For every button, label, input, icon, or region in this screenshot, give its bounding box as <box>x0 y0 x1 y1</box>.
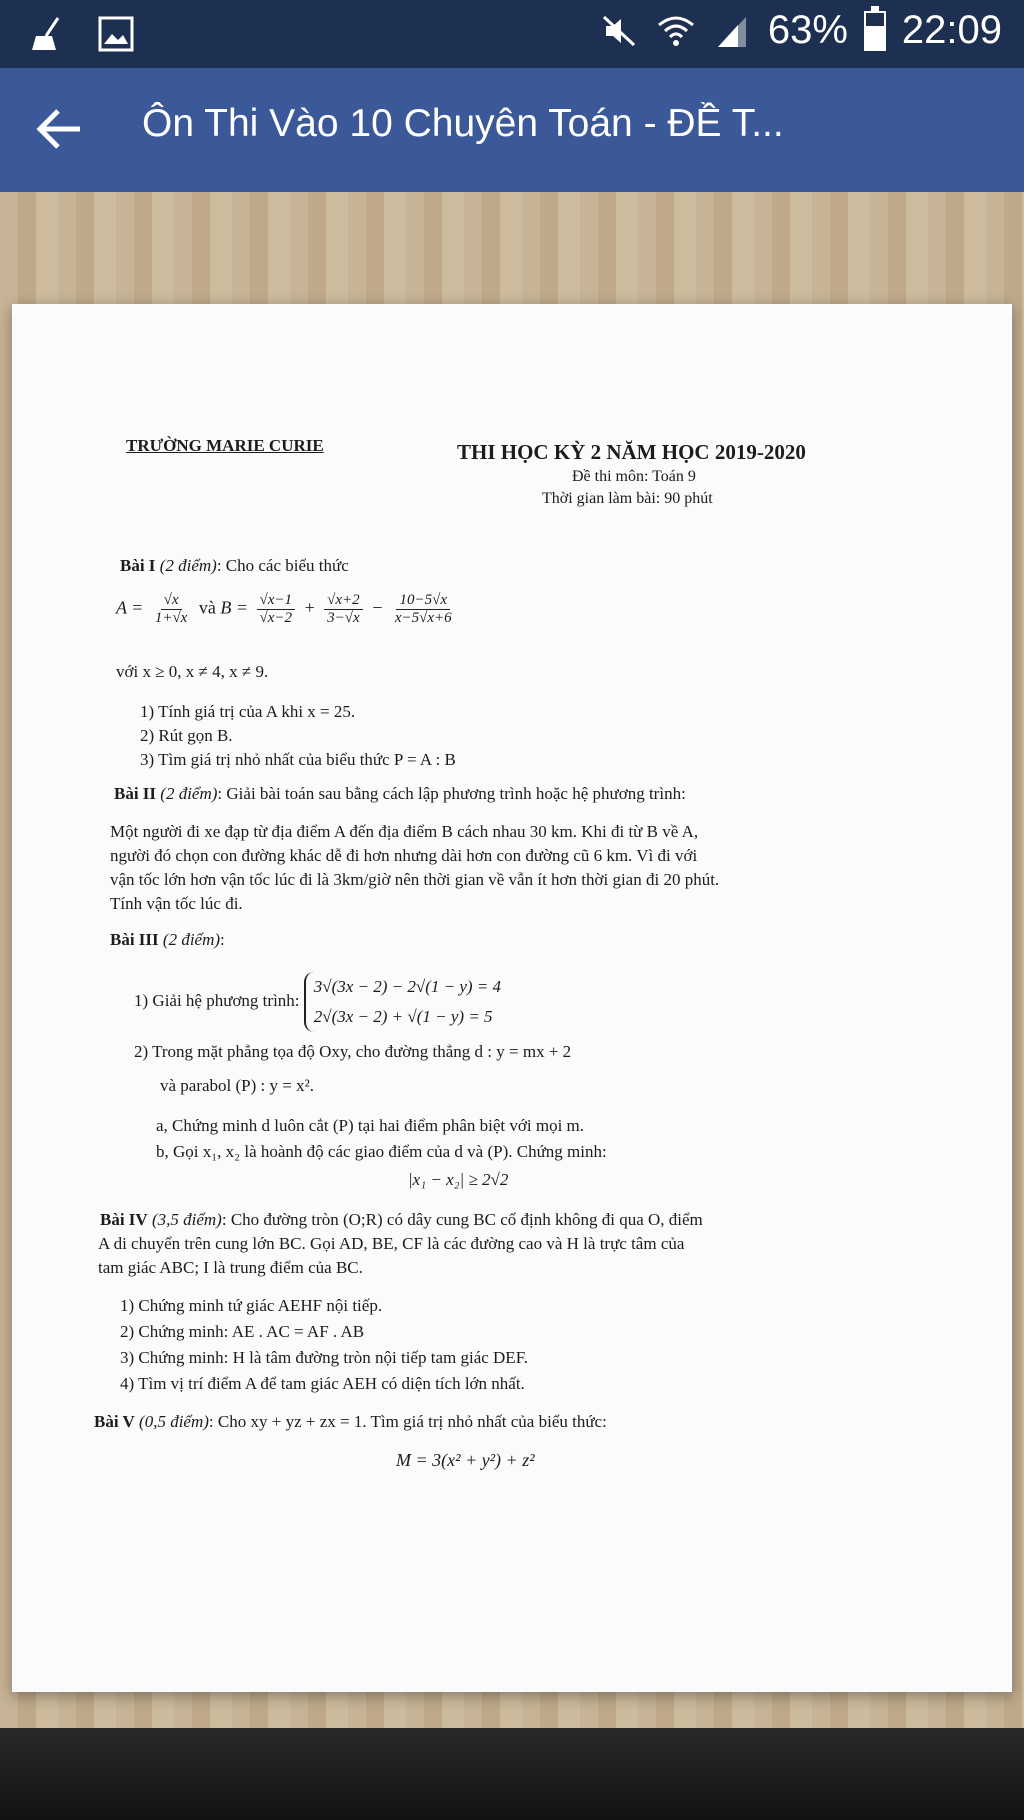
bai3-inequality: |x₁ − x₂| ≥ 2√2 <box>408 1170 509 1189</box>
bai2-line4: Tính vận tốc lúc đi. <box>110 894 243 913</box>
frac-b2 <box>324 592 363 627</box>
frac-b3-num: 10−5√x <box>396 592 450 610</box>
frac-b2-den: 3−√x <box>327 610 360 626</box>
bai1-condition: với x ≥ 0, x ≠ 4, x ≠ 9. <box>116 662 269 681</box>
bai4-line2: A di chuyển trên cung lớn BC. Gọi AD, BE, CF là các đường cao và H là trực tâm của <box>98 1234 685 1253</box>
bai4-q1: 1) Chứng minh tứ giác AEHF nội tiếp. <box>120 1296 383 1315</box>
bai4-q4: 4) Tìm vị trí điểm A để tam giác AEH có diện tích lớn nhất. <box>120 1374 525 1393</box>
bai4-points: (3,5 điểm) <box>151 1210 222 1229</box>
photo-bottom-edge <box>0 1728 1024 1820</box>
exam-title: THI HỌC KỲ 2 NĂM HỌC 2019-2020 <box>457 440 806 464</box>
frac-a-num: √x <box>161 592 182 610</box>
bai3-q1-text: 1) Giải hệ phương trình: <box>134 990 300 1010</box>
frac-a-den: 1+√x <box>154 610 188 626</box>
bai1-q1: 1) Tính giá trị của A khi x = 25. <box>140 702 356 721</box>
bai5-points: (0,5 điểm) <box>139 1412 209 1431</box>
bai4-q3: 3) Chứng minh: H là tâm đường tròn nội tiếp tam giác DEF. <box>120 1348 529 1367</box>
battery-icon <box>864 11 886 51</box>
b-lhs: B = <box>220 597 248 618</box>
bai1-heading <box>120 556 349 576</box>
bai4-line1: : Cho đường tròn (O;R) có dây cung BC cố định không đi qua O, điểm <box>221 1210 703 1229</box>
bai4-label: Bài IV <box>100 1210 148 1229</box>
clock: 22:09 <box>901 8 1002 52</box>
bai4-q2: 2) Chứng minh: AE . AC = AF . AB <box>120 1322 365 1341</box>
bai3-label: Bài III <box>110 930 159 949</box>
bai3-q2b: và parabol (P) : y = x². <box>160 1076 314 1095</box>
bai4-heading <box>100 1210 703 1230</box>
bai3-points: (2 điểm) <box>162 930 221 949</box>
exam-duration: Thời gian làm bài: 90 phút <box>542 490 713 507</box>
bai3-colon: : <box>220 930 225 949</box>
equation-1: 3√(3x − 2) − 2√(1 − y) = 4 <box>313 977 502 996</box>
bai5-formula: M = 3(x² + y²) + z² <box>396 1450 535 1470</box>
frac-b1-num: √x−1 <box>257 592 296 610</box>
bai1-points: (2 điểm) <box>159 556 217 575</box>
frac-b1-den: √x−2 <box>259 610 293 626</box>
bai4-line3: tam giác ABC; I là trung điểm của BC. <box>98 1258 363 1277</box>
a-lhs: A = <box>116 597 144 618</box>
bai3-part-b: b, Gọi x₁, x₂ là hoành độ các giao điểm của d và (P). Chứng minh: <box>156 1142 607 1161</box>
bai2-line2: người đó chọn con đường khác dễ đi hơn nhưng dài hơn con đường cũ 6 km. Vì đi với <box>110 846 698 865</box>
bai1-label: Bài I <box>120 556 156 575</box>
bai3-q1 <box>134 972 501 1032</box>
app-bar <box>0 68 1024 192</box>
frac-b3-den: x−5√x+6 <box>394 610 452 626</box>
minus-sign: − <box>371 597 384 618</box>
back-arrow-icon[interactable] <box>34 104 84 154</box>
signal-icon <box>712 11 752 51</box>
equation-2: 2√(3x − 2) + √(1 − y) = 5 <box>313 1007 493 1026</box>
bai5-label: Bài V <box>94 1412 135 1431</box>
bai3-q2: 2) Trong mặt phẳng tọa độ Oxy, cho đường thẳng d : y = mx + 2 <box>134 1042 572 1061</box>
photo-viewer[interactable] <box>0 192 1024 1820</box>
bai1-q3: 3) Tìm giá trị nhỏ nhất của biểu thức P = A : B <box>140 750 456 769</box>
bai2-intro: : Giải bài toán sau bằng cách lập phương trình hoặc hệ phương trình: <box>217 784 686 803</box>
bai5-heading <box>94 1412 607 1432</box>
broom-icon <box>28 14 68 54</box>
battery-fill <box>866 26 884 49</box>
bai5-text: : Cho xy + yz + zx = 1. Tìm giá trị nhỏ nhất của biểu thức: <box>208 1412 607 1431</box>
bai3-heading <box>110 930 225 950</box>
frac-a <box>152 592 191 627</box>
bai2-line1: Một người đi xe đạp từ địa điểm A đến địa điểm B cách nhau 30 km. Khi đi từ B về A, <box>110 822 699 841</box>
bai1-q2: 2) Rút gọn B. <box>140 726 233 745</box>
equation-system <box>304 972 501 1032</box>
bai1-intro: : Cho các biểu thức <box>216 556 349 575</box>
school-name: TRƯỜNG MARIE CURIE <box>126 436 324 455</box>
bai3-part-a: a, Chứng minh d luôn cắt (P) tại hai điểm phân biệt với mọi m. <box>156 1116 585 1135</box>
bai2-points: (2 điểm) <box>160 784 218 803</box>
wifi-icon <box>656 11 696 51</box>
battery-percent: 63% <box>767 8 848 52</box>
va-text: và <box>198 597 216 618</box>
plus-sign: + <box>303 597 316 618</box>
page-title: Ôn Thi Vào 10 Chuyên Toán - ĐỀ T... <box>142 102 784 145</box>
bai2-label: Bài II <box>114 784 157 803</box>
exam-paper <box>12 304 1012 1692</box>
frac-b1 <box>257 592 296 627</box>
frac-b2-num: √x+2 <box>324 592 363 610</box>
status-bar <box>0 0 1024 68</box>
bai2-heading <box>114 784 686 804</box>
bai2-line3: vận tốc lớn hơn vận tốc lúc đi là 3km/giờ nên thời gian về vẫn ít hơn thời gian đi 20 phút. <box>110 870 720 889</box>
bai1-formula <box>116 592 459 627</box>
exam-subject: Đề thi môn: Toán 9 <box>572 468 696 485</box>
image-icon <box>96 14 136 54</box>
mute-icon <box>600 11 640 51</box>
frac-b3 <box>392 592 455 627</box>
